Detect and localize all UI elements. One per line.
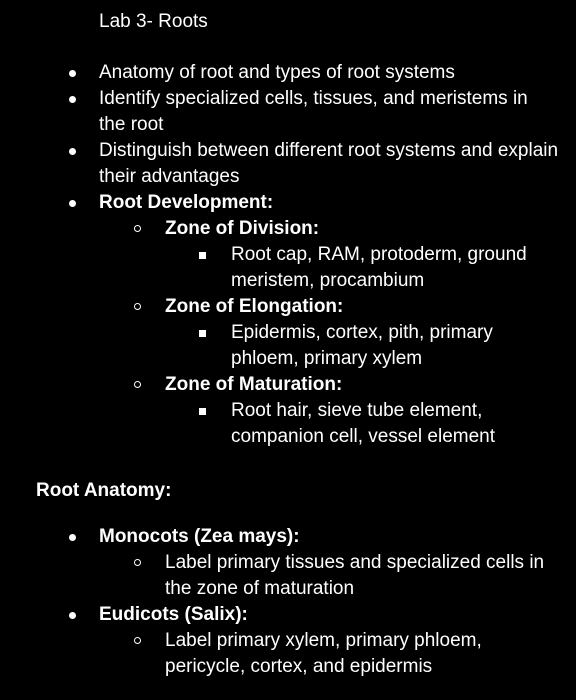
zone-item xyxy=(165,294,559,372)
objectives-list xyxy=(99,60,559,450)
zone-label: Zone of Elongation: xyxy=(165,296,344,317)
zone-detail-text: Epidermis, cortex, pith, primary phloem, primary xylem xyxy=(231,322,493,369)
list-item xyxy=(99,602,559,680)
root-anatomy-list xyxy=(99,524,559,680)
zone-item xyxy=(165,372,559,450)
group-task-list xyxy=(165,550,559,602)
zone-label: Zone of Maturation: xyxy=(165,374,343,395)
zone-detail xyxy=(231,242,559,294)
group-task-text: Label primary xylem, primary phloem, pericycle, cortex, and epidermis xyxy=(165,630,482,677)
group-task xyxy=(165,628,559,680)
objective-text: Distinguish between different root systems and explain their advantages xyxy=(99,140,559,187)
list-item xyxy=(99,524,559,602)
zone-detail-text: Root hair, sieve tube element, companion cell, vessel element xyxy=(231,400,496,447)
list-item xyxy=(99,138,559,190)
objective-text: Anatomy of root and types of root systems xyxy=(99,62,455,83)
list-item xyxy=(99,60,559,86)
zones-list xyxy=(165,216,559,450)
group-task-list xyxy=(165,628,559,680)
zone-detail xyxy=(231,320,559,372)
group-task xyxy=(165,550,559,602)
group-label: Monocots (Zea mays): xyxy=(99,526,300,547)
root-anatomy-heading: Root Anatomy: xyxy=(36,480,172,501)
group-task-text: Label primary tissues and specialized cells in the zone of maturation xyxy=(165,552,545,599)
zone-detail-list xyxy=(231,242,559,294)
zone-detail-text: Root cap, RAM, protoderm, ground meristem, procambium xyxy=(231,244,527,291)
list-item xyxy=(99,86,559,138)
zone-item xyxy=(165,216,559,294)
zone-label: Zone of Division: xyxy=(165,218,320,239)
group-label: Eudicots (Salix): xyxy=(99,604,248,625)
zone-detail xyxy=(231,398,559,450)
root-development-label: Root Development: xyxy=(99,192,274,213)
zone-detail-list xyxy=(231,398,559,450)
objective-text: Identify specialized cells, tissues, and meristems in the root xyxy=(99,88,528,135)
page-title: Lab 3- Roots xyxy=(99,11,208,32)
zone-detail-list xyxy=(231,320,559,372)
list-item xyxy=(99,190,559,450)
